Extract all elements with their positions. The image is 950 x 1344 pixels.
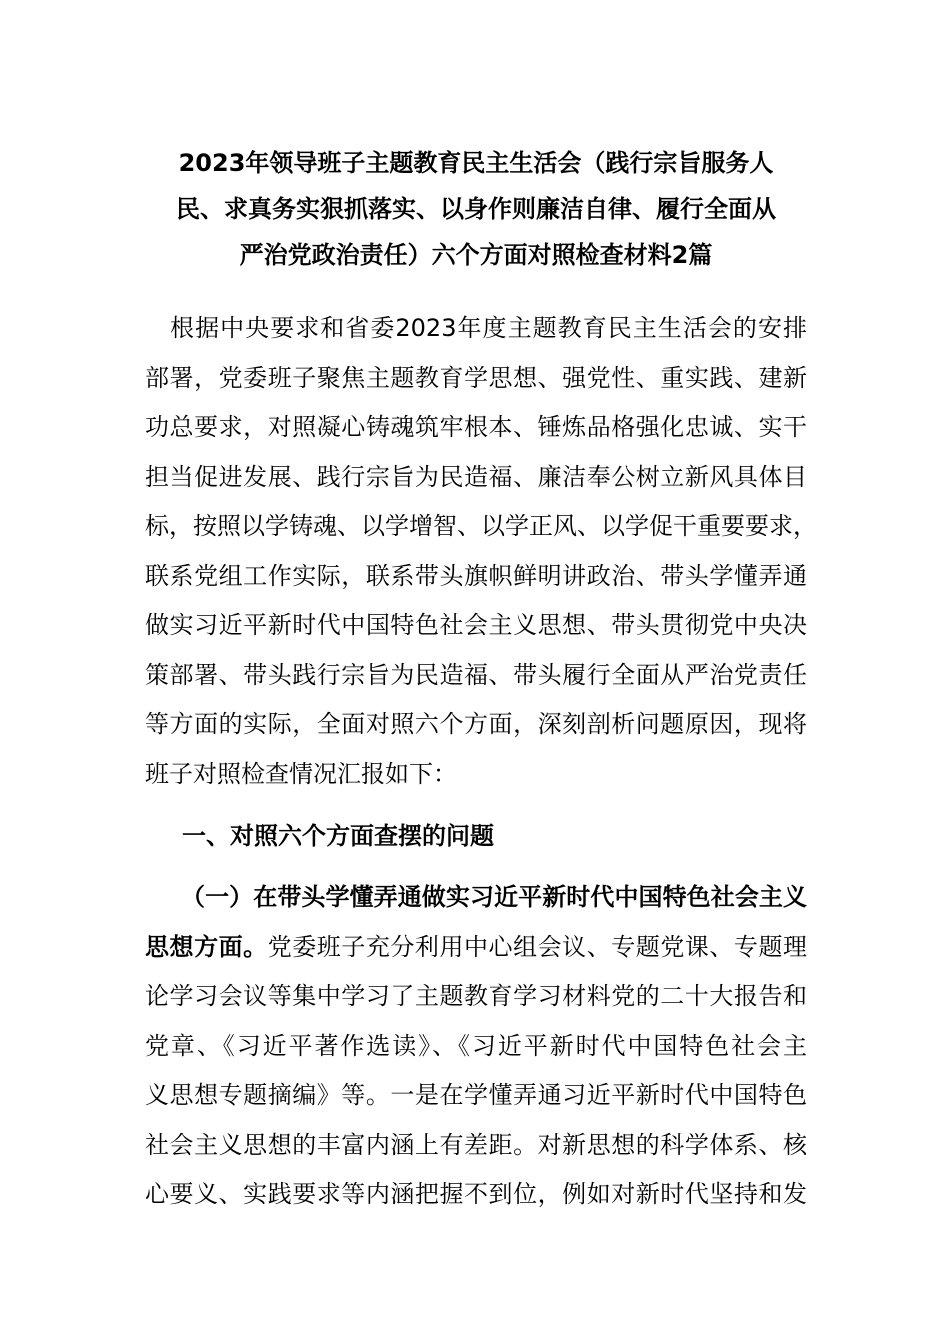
paragraph-line: 党章、《习近平著作选读》、《习近平新时代中国特色社会主 (145, 1031, 807, 1060)
paragraph-line: 做实习近平新时代中国特色社会主义思想、带头贯彻党中央决 (145, 611, 807, 639)
intro-paragraph (145, 304, 817, 799)
paragraph-line: 论学习会议等集中学习了主题教育学习材料党的二十大报告和 (145, 982, 807, 1010)
subsection-heading: （一）在带头学懂弄通做实习近平新时代中国特色社会主义 (181, 883, 807, 911)
paragraph-line: 担当促进发展、践行宗旨为民造福、廉洁奉公树立新风具体目 (145, 462, 807, 491)
paragraph-line: 义思想专题摘编》等。一是在学懂弄通习近平新时代中国特色 (145, 1081, 807, 1109)
paragraph-line: 策部署、带头践行宗旨为民造福、带头履行全面从严治党责任 (145, 660, 807, 689)
paragraph-line: 社会主义思想的丰富内涵上有差距。对新思想的科学体系、核 (145, 1130, 807, 1159)
paragraph-line: 心要义、实践要求等内涵把握不到位，例如对新时代坚持和发 (145, 1180, 807, 1208)
paragraph-line: 部署，党委班子聚焦主题教育学思想、强党性、重实践、建新 (145, 363, 807, 392)
paragraph-line (145, 923, 807, 973)
title-line: 民、求真务实狠抓落实、以身作则廉洁自律、履行全面从 (176, 195, 776, 223)
title-line: 严治党政治责任）六个方面对照检查材料2篇 (239, 241, 713, 269)
section-heading: 一、对照六个方面查摆的问题 (182, 822, 494, 850)
document-title (145, 140, 807, 278)
paragraph-line: 联系党组工作实际，联系带头旗帜鲜明讲政治、带头学懂弄通 (145, 561, 807, 590)
paragraph-text: 党委班子充分利用中心组会议、专题党课、专题理 (267, 932, 808, 961)
paragraph-line: 标，按照以学铸魂、以学增智、以学正风、以学促干重要要求， (145, 512, 817, 540)
section-paragraph (145, 873, 807, 1220)
paragraph-line: 等方面的实际，全面对照六个方面，深刻剖析问题原因，现将 (145, 710, 807, 738)
paragraph-line: 根据中央要求和省委2023年度主题教育民主生活会的安排 (145, 314, 807, 342)
paragraph-line: 班子对照检查情况汇报如下： (145, 759, 457, 788)
subsection-heading-tail: 思想方面。 (145, 932, 268, 961)
paragraph-line: 功总要求，对照凝心铸魂筑牢根本、锤炼品格强化忠诚、实干 (145, 413, 807, 441)
title-line: 2023年领导班子主题教育民主生活会（践行宗旨服务人 (178, 149, 774, 177)
